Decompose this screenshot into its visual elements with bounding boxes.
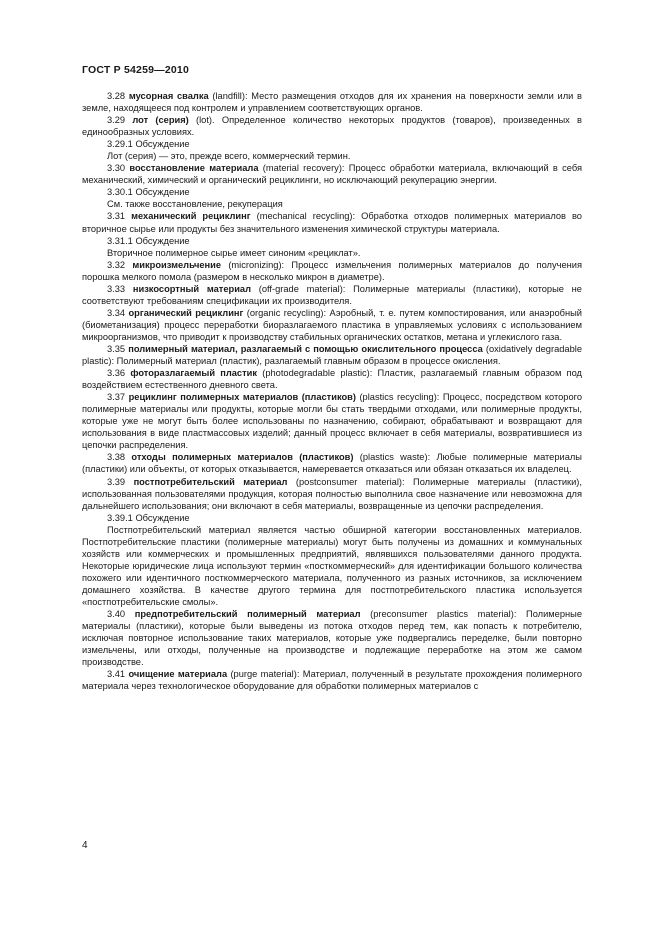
term-definition: (purge material): Материал, полученный в результате прохождения полимерного материала через технологическое оборудование для обработки полимерных материалов с <box>82 669 582 692</box>
term-number: 3.30 <box>107 163 126 174</box>
term-paragraph <box>82 90 582 114</box>
term-paragraph <box>82 668 582 692</box>
term-paragraph <box>82 367 582 391</box>
term-definition: (off-grade material): Полимерные материалы (пластики), которые не соответствуют требованиям спецификации их производителя. <box>82 283 582 306</box>
discussion-heading <box>82 186 582 198</box>
discussion-heading <box>82 512 582 524</box>
term-definition: (material recovery): Процесс обработки материала, включающий в себя механический, химический и органический рециклинги, но исключающий рекуперацию энергии. <box>82 163 582 186</box>
term-definition: (plastics waste): Любые полимерные материалы (пластики) или объекты, от которых отказывается, намеревается отказаться или обязан отказаться их владелец. <box>82 452 582 475</box>
term-definition: (mechanical recycling): Обработка отходов полимерных материалов во вторичное сырье или продукты без значительного изменения химической структуры материала. <box>82 211 582 234</box>
term-name: органический рециклинг <box>128 307 244 318</box>
discussion-text <box>82 524 582 608</box>
term-definition: (micronizing): Процесс измельчения полимерных материалов до получения порошка мелкого помола (размером в несколько микрон в диаметре). <box>82 259 582 282</box>
term-paragraph <box>82 283 582 307</box>
term-paragraph <box>82 451 582 475</box>
term-number: 3.39 <box>107 476 126 487</box>
term-paragraph <box>82 476 582 512</box>
term-paragraph <box>82 162 582 186</box>
discussion-heading <box>82 235 582 247</box>
term-paragraph <box>82 608 582 668</box>
term-name: микроизмельчение <box>132 259 222 270</box>
discussion-label: Обсуждение <box>132 139 190 150</box>
term-number: 3.40 <box>107 609 126 620</box>
term-name: восстановление материала <box>129 163 259 174</box>
term-name: рециклинг полимерных материалов (пластиков) <box>128 392 356 403</box>
term-name: предпотребительский полимерный материал <box>134 609 361 620</box>
discussion-body: Лот (серия) — это, прежде всего, коммерческий термин. <box>107 151 351 162</box>
term-definition: (organic recycling): Аэробный, т. е. путем компостирования, или анаэробный (биометанизация) процесс переработки биоразлагаемого пластика в управляемых условиях с использованием микроорганизмов, что приводит к производству стабильных органических остатков, метана и углекислого газа. <box>82 307 582 342</box>
term-name: очищение материала <box>128 669 228 680</box>
discussion-label: Обсуждение <box>132 235 190 246</box>
discussion-body: Вторичное полимерное сырье имеет синоним «рециклат». <box>107 247 361 258</box>
term-number: 3.31 <box>107 211 126 222</box>
term-definition: (landfill): Место размещения отходов для их хранения на поверхности земли или в земле, находящееся под контролем и управлением соответствующих органов. <box>82 91 582 114</box>
term-name: низкосортный материал <box>132 283 251 294</box>
term-number: 3.34 <box>107 307 126 318</box>
discussion-label: Обсуждение <box>132 187 190 198</box>
term-name: лот (серия) <box>132 115 189 126</box>
term-number: 3.35 <box>107 343 126 354</box>
term-name: мусорная свалка <box>128 91 209 101</box>
discussion-text <box>82 198 582 210</box>
term-number: 3.29 <box>107 115 126 126</box>
term-name: постпотребительский материал <box>133 476 288 487</box>
term-name: полимерный материал, разлагаемый с помощью окислительного процесса <box>128 343 483 354</box>
term-paragraph <box>82 391 582 451</box>
document-header: ГОСТ Р 54259—2010 <box>82 64 190 76</box>
term-number: 3.29.1 <box>107 139 133 150</box>
discussion-body: См. также восстановление, рекуперация <box>107 199 283 210</box>
discussion-text <box>82 247 582 259</box>
term-definition: (plastics recycling): Процесс, посредством которого полимерные материалы или продукты, которые могли бы стать твердыми отходами, или полимерные продукты, которые уже не могут быть более использованы по назначению, собирают, обрабатывают и возвращают для использования в виде пластмассовых изделий; данный процесс включает в себя материалы, возвратившиеся из цепочки распределения. <box>82 392 582 451</box>
term-number: 3.30.1 <box>107 187 133 198</box>
term-name: фоторазлагаемый пластик <box>130 368 258 379</box>
term-paragraph <box>82 210 582 234</box>
discussion-heading <box>82 138 582 150</box>
term-number: 3.31.1 <box>107 235 133 246</box>
term-name: механический рециклинг <box>131 211 251 222</box>
term-paragraph <box>82 114 582 138</box>
term-number: 3.41 <box>107 669 126 680</box>
term-definition: (postconsumer material): Полимерные материалы (пластики), использованная пользователями продукция, которая полностью выполнила свое назначение или невозможна для дальнейшего использования; они включают в себя материалы, возвращенные из цепочки распределения. <box>82 476 582 511</box>
term-definition: (lot). Определенное количество некоторых продуктов (товаров), произведенных в единообразных условиях. <box>82 115 582 138</box>
term-number: 3.39.1 <box>107 512 133 523</box>
term-number: 3.28 <box>107 91 126 101</box>
term-number: 3.33 <box>107 283 126 294</box>
term-paragraph <box>82 259 582 283</box>
term-number: 3.32 <box>107 259 126 270</box>
term-name: отходы полимерных материалов (пластиков) <box>131 452 354 463</box>
discussion-body: Постпотребительский материал является частью обширной категории восстановленных материалов. Постпотребительские пластики (полимерные материалы) могут быть получены из домашних и коммунальных хозяйств или коммерческих и промышленных предприятий, являвшихся пользователями данного продукта. Некоторые юридические лица используют термин «посткоммерческий» для идентификации большого количества похожего или идентичного посткоммерческого материала, полученного из разных источников, за исключением домашнего хозяйства. В качестве другого термина для постпотребительского пластика используется «постпотребительские смолы». <box>82 524 582 607</box>
term-definition: (oxidatively degradable plastic): Полимерный материал (пластик), разлагаемый главным образом в процессе окисления. <box>82 343 582 367</box>
term-number: 3.38 <box>107 452 126 463</box>
term-number: 3.36 <box>107 368 126 379</box>
term-definition: (photodegradable plastic): Пластик, разлагаемый главным образом под воздействием естественного дневного света. <box>82 368 582 391</box>
document-body <box>82 90 582 692</box>
page-number: 4 <box>82 840 88 851</box>
term-paragraph <box>82 307 582 343</box>
term-definition: (preconsumer plastics material): Полимерные материалы (пластики), которые были выведены из потока отходов перед тем, как попасть к потребителю, исключая повторное использование таких материалов, которые уже подвергались переделке, были повторно измельчены, или отходы, полученные на производстве и подлежащие переработке на этом же самом производстве. <box>82 609 582 668</box>
discussion-text <box>82 150 582 162</box>
term-number: 3.37 <box>107 392 126 403</box>
term-paragraph <box>82 343 582 367</box>
discussion-label: Обсуждение <box>132 512 190 523</box>
